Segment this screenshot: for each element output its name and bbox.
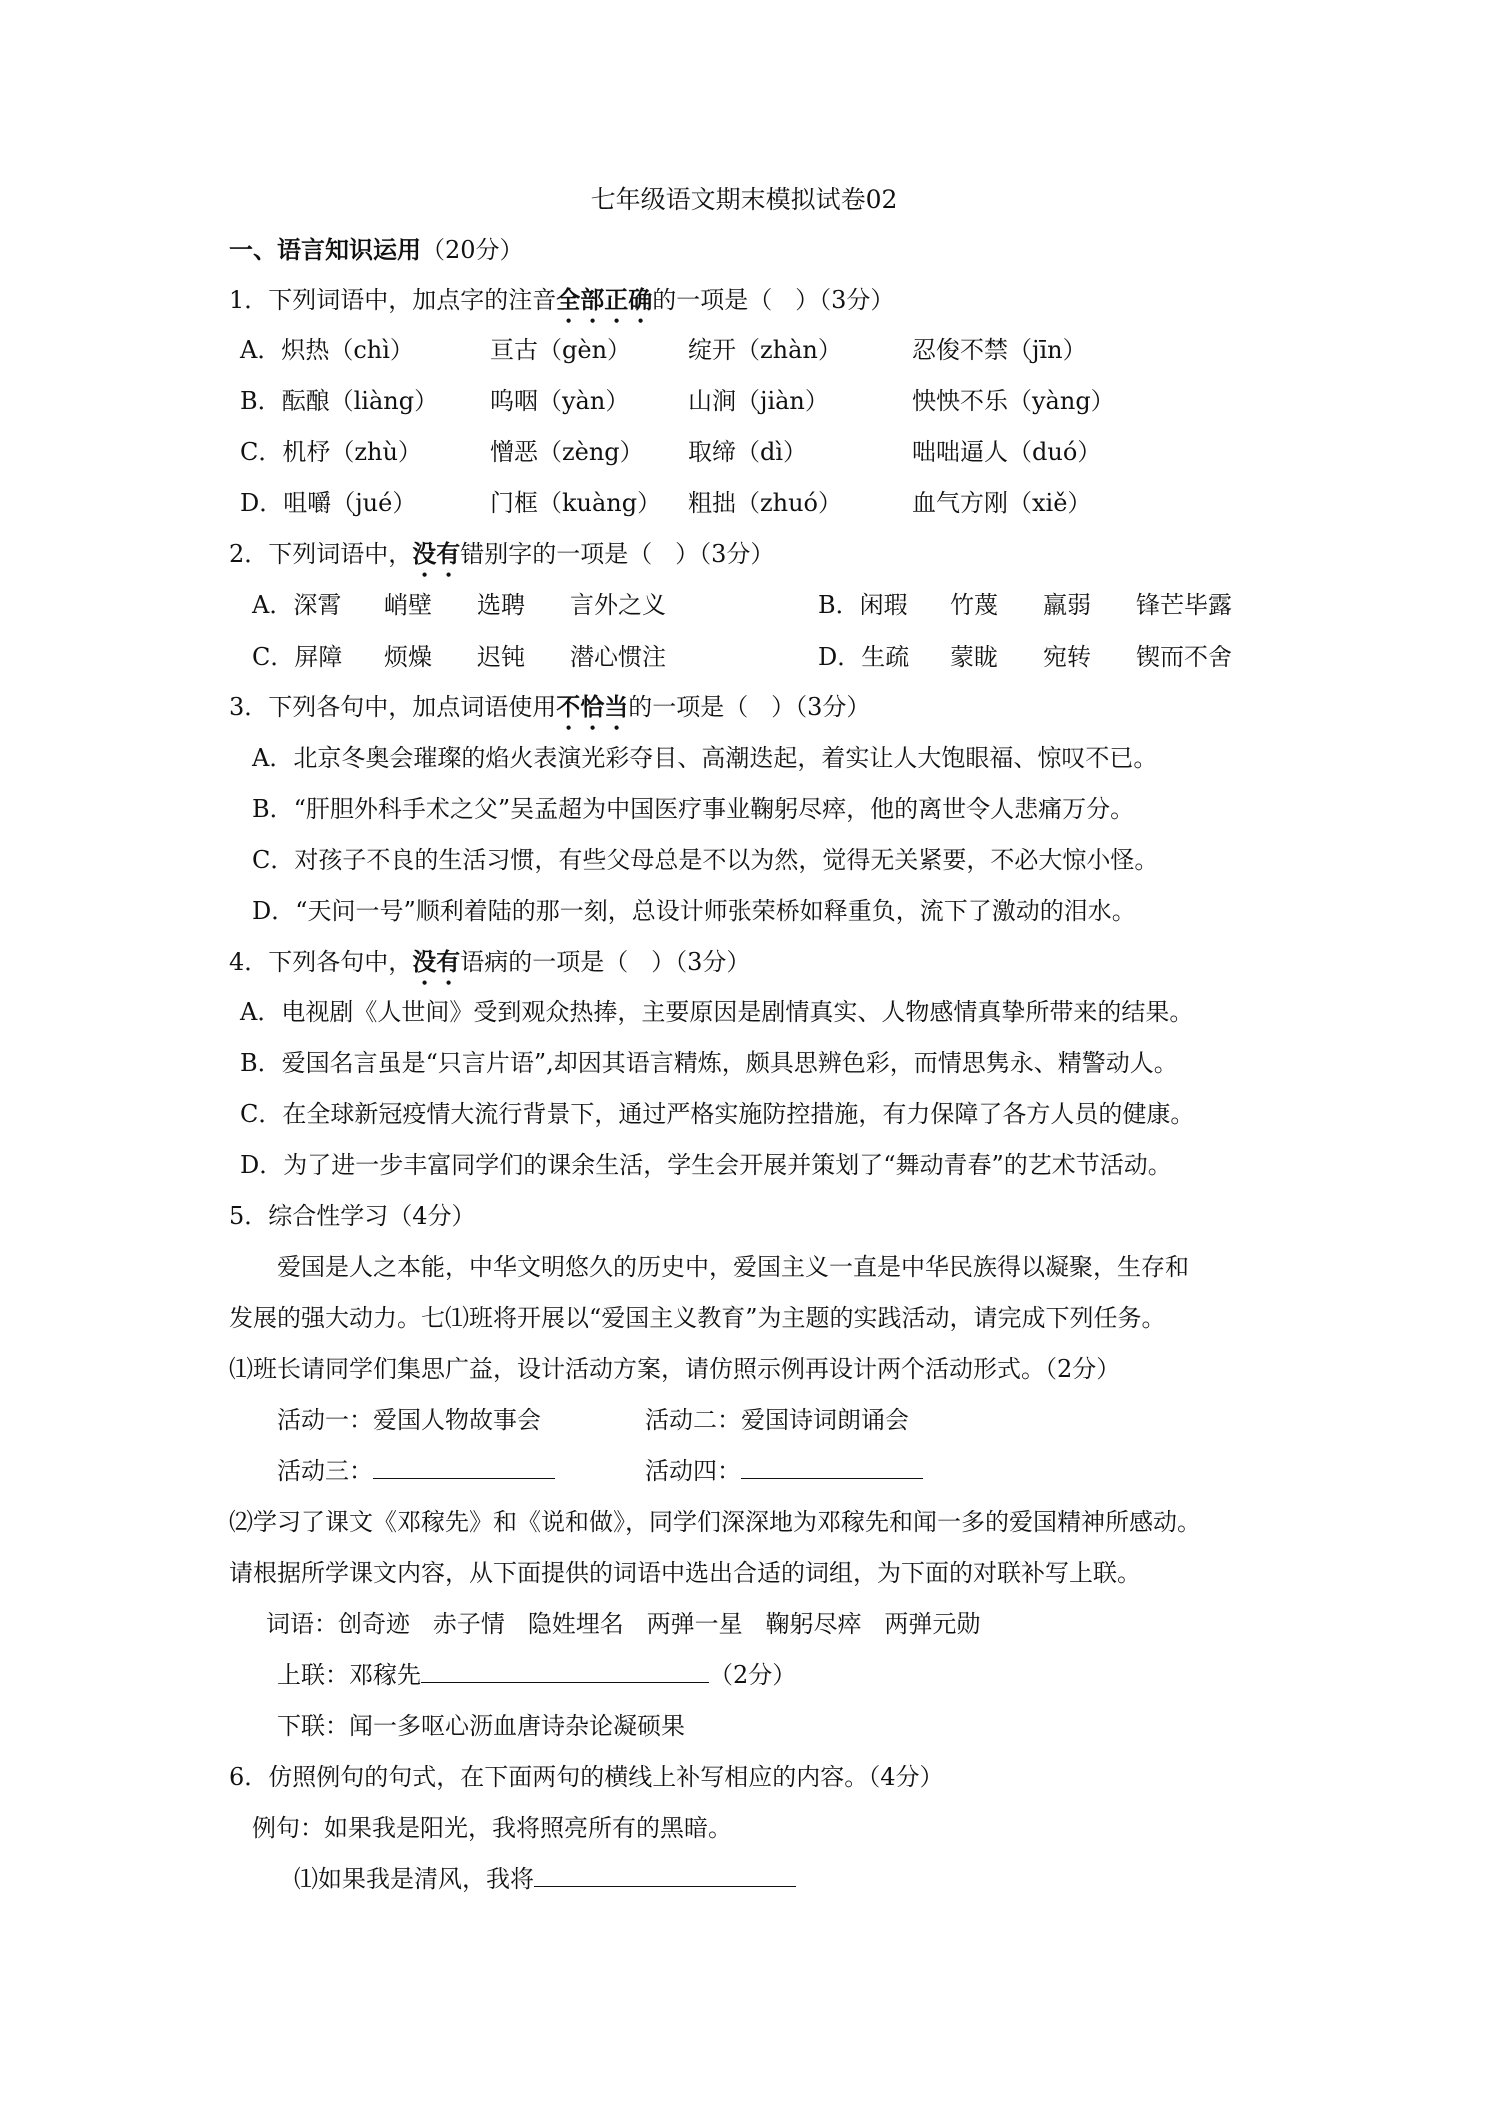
word-bank: 词语：创奇迹 赤子情 隐姓埋名 两弹一星 鞠躬尽瘁 两弹元勋	[266, 1610, 981, 1638]
stem-text: 2．下列词语中，	[229, 540, 413, 568]
section-score: （20分）	[421, 236, 524, 264]
question-3-stem	[229, 690, 870, 735]
q3-option-c: C．对孩子不良的生活习惯，有些父母总是不以为然，觉得无关紧要，不必大惊小怪。	[252, 846, 1159, 874]
q2-word: 蒙眬	[950, 643, 998, 671]
q1-option-d4: 血气方刚（xiě）	[912, 489, 1092, 517]
q4-option-b: B．爱国名言虽是“只言片语”,却因其语言精炼，颇具思辨色彩，而情思隽永、精警动人。	[240, 1049, 1178, 1077]
q1-option-b1: B．酝酿（liàng）	[240, 387, 439, 415]
stem-text: 1．下列词语中，加点字的注音	[229, 286, 557, 314]
q3-option-a: A．北京冬奥会璀璨的焰火表演光彩夺目、高潮迭起，着实让人大饱眼福、惊叹不已。	[252, 744, 1158, 772]
question-5-stem: 5．综合性学习（4分）	[229, 1202, 476, 1230]
stem-text: 的一项是（ ）（3分）	[628, 693, 871, 721]
q1-option-d3: 粗拙（zhuó）	[688, 489, 843, 517]
q2-word: C．屏障	[252, 643, 343, 671]
q5-paragraph: 发展的强大动力。七⑴班将开展以“爱国主义教育”为主题的实践活动，请完成下列任务。	[229, 1304, 1166, 1332]
q3-option-b: B．“肝胆外科手术之父”吴孟超为中国医疗事业鞠躬尽瘁，他的离世令人悲痛万分。	[252, 795, 1135, 823]
q2-word: 潜心惯注	[570, 643, 666, 671]
q6-item-1-blank[interactable]	[534, 1862, 796, 1887]
q1-option-a2: 亘古（gèn）	[490, 336, 632, 364]
q1-option-a1: A．炽热（chì）	[240, 336, 414, 364]
activity-3-blank[interactable]	[373, 1454, 555, 1479]
q1-option-a3: 绽开（zhàn）	[688, 336, 842, 364]
q2-word: B．闲瑕	[818, 591, 908, 619]
question-1-stem	[229, 283, 894, 328]
activity-3-label: 活动三：	[277, 1457, 373, 1485]
q2-word: 烦燥	[384, 643, 432, 671]
emphasis-text: 不恰当	[556, 692, 629, 721]
q2-word: 峭壁	[384, 591, 432, 619]
q2-word: 言外之义	[570, 591, 666, 619]
section-heading-text: 一、语言知识运用	[229, 235, 421, 264]
q1-option-c1: C．机杼（zhù）	[240, 438, 422, 466]
couplet-upper-label: 上联：邓稼先	[277, 1661, 421, 1689]
q1-option-b3: 山涧（jiàn）	[688, 387, 829, 415]
stem-text: 错别字的一项是（ ）（3分）	[460, 540, 775, 568]
page-title: 七年级语文期末模拟试卷02	[590, 185, 898, 214]
q1-option-c4: 咄咄逼人（duó）	[912, 438, 1102, 466]
q6-item-1	[294, 1862, 796, 1896]
q2-word: 竹蔑	[950, 591, 998, 619]
q4-option-c: C．在全球新冠疫情大流行背景下，通过严格实施防控措施，有力保障了各方人员的健康。	[240, 1100, 1195, 1128]
q1-option-a4: 忍俊不禁（jīn）	[912, 336, 1087, 364]
activity-4-label: 活动四：	[645, 1457, 741, 1485]
q1-option-d1: D．咀嚼（jué）	[240, 489, 417, 517]
question-6-stem: 6．仿照例句的句式，在下面两句的横线上补写相应的内容。（4分）	[229, 1763, 944, 1791]
q3-option-d: D．“天问一号”顺利着陆的那一刻，总设计师张荣桥如释重负，流下了激动的泪水。	[252, 897, 1136, 925]
section-heading	[229, 233, 524, 267]
couplet-lower: 下联：闻一多呕心沥血唐诗杂论凝硕果	[277, 1712, 685, 1740]
stem-text: 4．下列各句中，	[229, 948, 413, 976]
q2-word: 选聘	[477, 591, 525, 619]
stem-text: 语病的一项是（ ）（3分）	[460, 948, 751, 976]
q1-option-b2: 呜咽（yàn）	[490, 387, 630, 415]
q1-option-c3: 取缔（dì）	[688, 438, 808, 466]
couplet-upper-blank[interactable]	[421, 1658, 709, 1683]
q5-subquestion-2: ⑵学习了课文《邓稼先》和《说和做》，同学们深深地为邓稼先和闻一多的爱国精神所感动。	[229, 1508, 1201, 1536]
q1-option-c2: 憎恶（zèng）	[490, 438, 644, 466]
q2-word: D．生疏	[818, 643, 910, 671]
question-4-stem	[229, 945, 750, 990]
question-2-stem	[229, 537, 774, 582]
q2-word: 迟钝	[477, 643, 525, 671]
stem-text: 3．下列各句中，加点词语使用	[229, 693, 557, 721]
q2-word: A．深霄	[252, 591, 342, 619]
emphasis-text: 全部正确	[556, 285, 653, 314]
q1-option-b4: 怏怏不乐（yàng）	[912, 387, 1115, 415]
activity-2: 活动二：爱国诗词朗诵会	[645, 1406, 909, 1434]
q5-subquestion-1: ⑴班长请同学们集思广益，设计活动方案，请仿照示例再设计两个活动形式。（2分）	[229, 1355, 1121, 1383]
q6-item-1-label: ⑴如果我是清风，我将	[294, 1865, 534, 1893]
activity-4-blank[interactable]	[741, 1454, 923, 1479]
stem-text: 的一项是（ ）（3分）	[652, 286, 895, 314]
q1-option-d2: 门框（kuàng）	[490, 489, 662, 517]
activity-4	[645, 1454, 923, 1488]
q5-subquestion-2-cont: 请根据所学课文内容，从下面提供的词语中选出合适的词组，为下面的对联补写上联。	[229, 1559, 1141, 1587]
q4-option-d: D．为了进一步丰富同学们的课余生活，学生会开展并策划了“舞动青春”的艺术节活动。	[240, 1151, 1172, 1179]
q4-option-a: A．电视剧《人世间》受到观众热捧，主要原因是剧情真实、人物感情真挚所带来的结果。	[240, 998, 1194, 1026]
activity-3	[277, 1454, 555, 1488]
couplet-upper	[277, 1658, 796, 1692]
emphasis-text: 没有	[412, 947, 461, 976]
emphasis-text: 没有	[412, 539, 461, 568]
q2-word: 锋芒毕露	[1136, 591, 1232, 619]
q5-paragraph: 爱国是人之本能，中华文明悠久的历史中，爱国主义一直是中华民族得以凝聚，生存和	[277, 1253, 1189, 1281]
couplet-upper-score: （2分）	[709, 1661, 797, 1689]
q6-example: 例句：如果我是阳光，我将照亮所有的黑暗。	[252, 1814, 732, 1842]
q2-word: 宛转	[1043, 643, 1091, 671]
activity-1: 活动一：爱国人物故事会	[277, 1406, 541, 1434]
q2-word: 羸弱	[1043, 591, 1091, 619]
q2-word: 锲而不舍	[1136, 643, 1232, 671]
